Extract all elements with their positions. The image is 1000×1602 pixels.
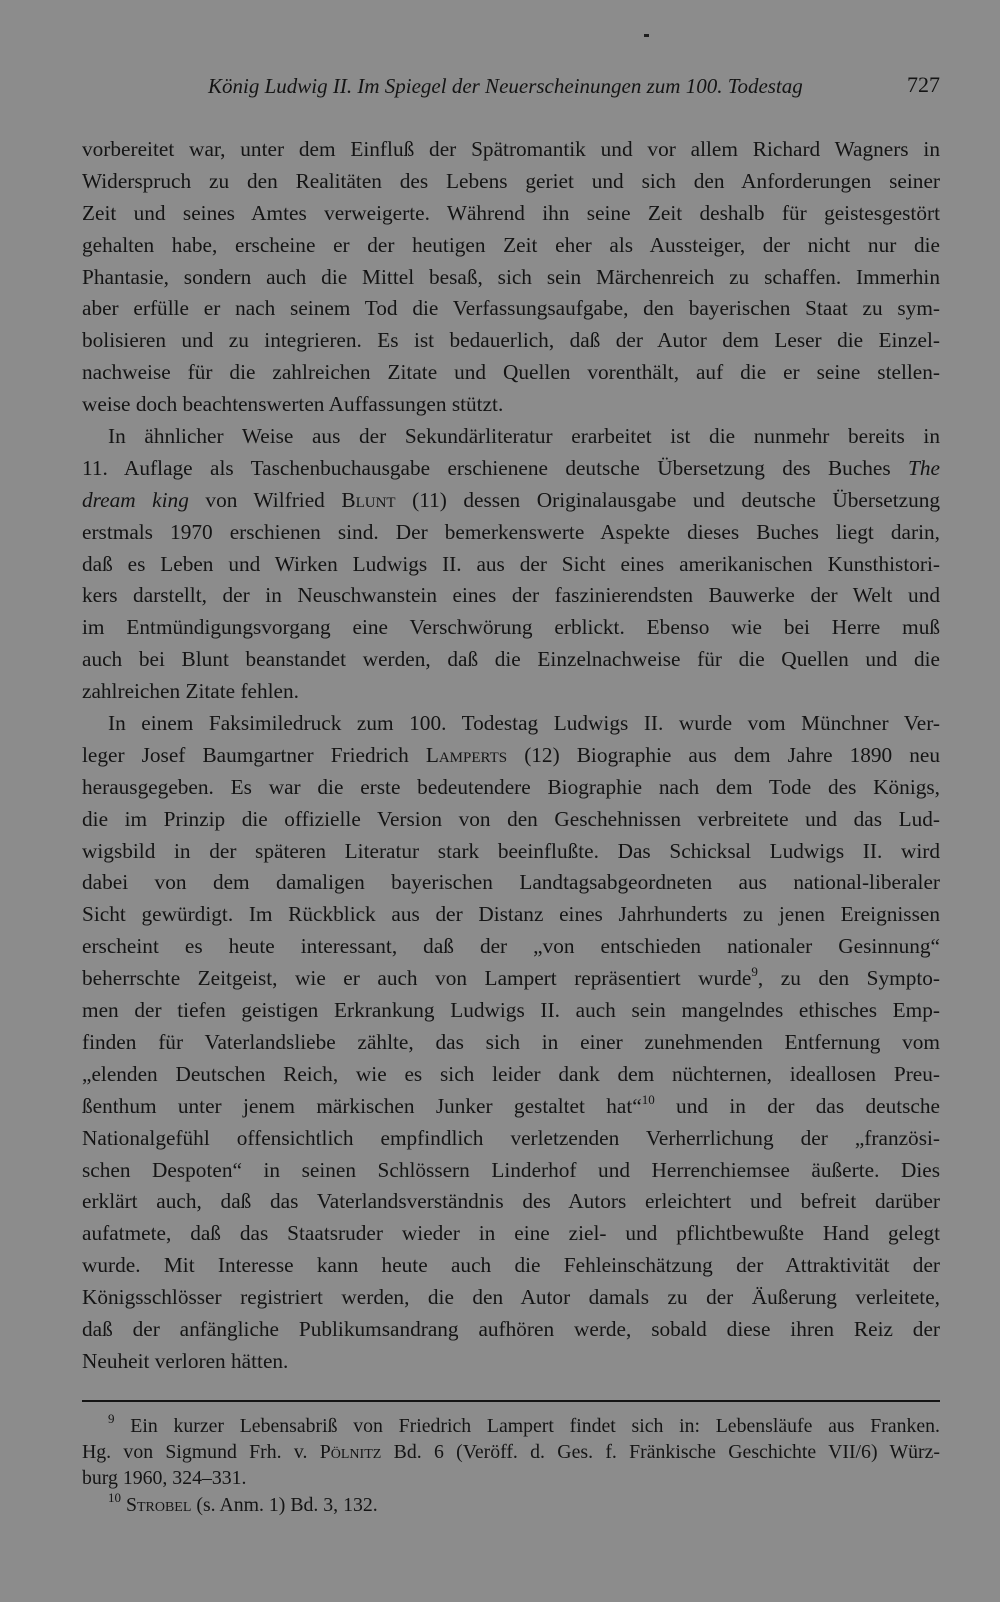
text-line: wigsbild in der späteren Literatur stark beeinflußte. Das Schicksal Ludwigs II. wird bbox=[82, 838, 940, 863]
text-line: Phantasie, sondern auch die Mittel besaß, sich sein Märchenreich zu schaffen. Immerhin bbox=[82, 264, 940, 289]
text-line: aber erfülle er nach seinem Tod die Verfassungsaufgabe, den bayerischen Staat zu sym- bbox=[82, 296, 940, 321]
footnote-divider bbox=[82, 1400, 940, 1402]
text-line: auch bei Blunt beanstandet werden, daß die Einzelnachweise für die Quellen und die bbox=[82, 647, 940, 672]
text-line: men der tiefen geistigen Erkrankung Ludwigs II. auch sein mangelndes ethisches Emp- bbox=[82, 998, 940, 1023]
text-segment: beherrschte Zeitgeist, wie er auch von Lampert repräsentiert wurde bbox=[82, 966, 752, 991]
text-line: kers darstellt, der in Neuschwanstein eines der faszinierendsten Bauwerke der Welt und bbox=[82, 583, 940, 608]
text-segment: , zu den Sympto- bbox=[757, 966, 940, 991]
body-text bbox=[82, 134, 940, 1378]
book-title-italic: dream king bbox=[82, 487, 189, 512]
footnote-number: 10 bbox=[108, 1489, 121, 1505]
author-name: Strobel bbox=[125, 1493, 192, 1516]
text-segment: ßenthum unter jenem märkischen Junker gestaltet hat“ bbox=[82, 1093, 642, 1118]
footnote-text: Ein kurzer Lebensabriß von Friedrich Lampert findet sich in: Lebensläufe aus Franken. bbox=[130, 1415, 940, 1437]
text-line: erstmals 1970 erschienen sind. Der bemerkenswerte Aspekte dieses Buches liegt darin, bbox=[82, 519, 940, 544]
footnote-marker: 10 bbox=[641, 1091, 655, 1107]
footnote-line bbox=[82, 1439, 940, 1465]
footnote-number: 9 bbox=[108, 1411, 115, 1426]
text-line: daß der anfängliche Publikumsandrang aufhören werde, sobald diese ihren Reiz der bbox=[82, 1316, 940, 1341]
text-line bbox=[82, 485, 940, 517]
text-line: die im Prinzip die offizielle Version von den Geschehnissen verbreitete und das Lud- bbox=[82, 806, 940, 831]
text-segment: (12) Biographie aus dem Jahre 1890 neu bbox=[524, 742, 940, 767]
text-line: erscheint es heute interessant, daß der „von entschieden nationaler Gesinnung“ bbox=[82, 934, 940, 959]
author-name: Blunt bbox=[341, 487, 396, 512]
book-title-italic: The bbox=[908, 455, 940, 480]
text-line: erklärt auch, daß das Vaterlandsverständnis des Autors erleichtert und befreit darüber bbox=[82, 1189, 940, 1214]
text-line bbox=[82, 453, 940, 485]
text-line: finden für Vaterlandsliebe zählte, das sich in einer zunehmenden Entfernung vom bbox=[82, 1029, 940, 1054]
text-line: daß es Leben und Wirken Ludwigs II. aus der Sicht eines amerikanischen Kunsthistori- bbox=[82, 551, 940, 576]
text-line: Zeit und seines Amtes verweigerte. Während ihn seine Zeit deshalb für geistesgestört bbox=[82, 200, 940, 225]
text-line: „elenden Deutschen Reich, wie es sich leider dank dem nüchternen, ideallosen Preu- bbox=[82, 1061, 940, 1086]
text-line: Widerspruch zu den Realitäten des Lebens geriet und sich den Anforderungen seiner bbox=[82, 168, 940, 193]
footnote-line bbox=[82, 1489, 940, 1518]
text-line bbox=[82, 740, 940, 772]
text-line: Königsschlösser registriert werden, die den Autor damals zu der Äußerung verleitete, bbox=[82, 1285, 940, 1310]
footnote-line: burg 1960, 324–331. bbox=[82, 1467, 247, 1490]
text-line: dabei von dem damaligen bayerischen Landtagsabgeordneten aus national-liberaler bbox=[82, 870, 940, 895]
footnotes bbox=[82, 1413, 940, 1518]
page-number: 727 bbox=[907, 72, 940, 97]
text-segment: und in der das deutsche bbox=[654, 1093, 940, 1118]
running-title: König Ludwig II. Im Spiegel der Neuerscheinungen zum 100. Todestag bbox=[208, 74, 803, 98]
text-line: gehalten habe, erscheine er der heutigen Zeit eher als Aussteiger, der nicht nur die bbox=[82, 232, 940, 257]
text-line: In ähnlicher Weise aus der Sekundärliteratur erarbeitet ist die nunmehr bereits in bbox=[108, 424, 940, 449]
text-line: herausgegeben. Es war die erste bedeutendere Biographie nach dem Tode des Königs, bbox=[82, 774, 940, 799]
footnote-text: (s. Anm. 1) Bd. 3, 132. bbox=[196, 1493, 378, 1516]
footnote-line bbox=[82, 1413, 940, 1439]
text-line: vorbereitet war, unter dem Einfluß der Spätromantik und vor allem Richard Wagners in bbox=[82, 137, 940, 161]
text-line: im Entmündigungsvorgang eine Verschwörung erblickt. Ebenso wie bei Herre muß bbox=[82, 615, 940, 640]
text-segment: von Wilfried bbox=[205, 487, 325, 512]
text-segment: (11) dessen Originalausgabe und deutsche Übersetzung bbox=[412, 487, 941, 512]
text-line bbox=[82, 963, 940, 995]
text-line: wurde. Mit Interesse kann heute auch die Fehleinschätzung der Attraktivität der bbox=[82, 1253, 940, 1278]
print-speck bbox=[644, 34, 649, 37]
text-line: schen Despoten“ in seinen Schlössern Linderhof und Herrenchiemsee äußerte. Dies bbox=[82, 1157, 940, 1182]
text-line: aufatmete, daß das Staatsruder wieder in eine ziel- und pflichtbewußte Hand gelegt bbox=[82, 1221, 940, 1246]
footnote-marker: 9 bbox=[751, 964, 758, 980]
text-line: nachweise für die zahlreichen Zitate und Quellen vorenthält, auf die er seine stellen- bbox=[82, 360, 940, 385]
running-header bbox=[82, 70, 940, 104]
footnote-text: Hg. von Sigmund Frh. v. bbox=[82, 1441, 308, 1464]
text-line: Neuheit verloren hätten. bbox=[82, 1348, 289, 1373]
text-line: zahlreichen Zitate fehlen. bbox=[82, 679, 299, 704]
text-segment: 11. Auflage als Taschenbuchausgabe erschienene deutsche Übersetzung des Buches bbox=[82, 455, 891, 480]
author-name: Pölnitz bbox=[319, 1441, 382, 1464]
text-line: weise doch beachtenswerten Auffassungen stützt. bbox=[82, 392, 504, 417]
text-segment: leger Josef Baumgartner Friedrich bbox=[82, 742, 409, 767]
text-line: bolisieren und zu integrieren. Es ist bedauerlich, daß der Autor dem Leser die Einzel- bbox=[82, 328, 940, 353]
text-line: In einem Faksimiledruck zum 100. Todestag Ludwigs II. wurde vom Münchner Ver- bbox=[108, 711, 940, 736]
text-line: Sicht gewürdigt. Im Rückblick aus der Distanz eines Jahrhunderts zu jenen Ereignissen bbox=[82, 902, 940, 927]
footnote-text: Bd. 6 (Veröff. d. Ges. f. Fränkische Geschichte VII/6) Würz- bbox=[393, 1441, 940, 1464]
text-line bbox=[82, 1091, 940, 1123]
text-line: Nationalgefühl offensichtlich empfindlich verletzenden Verherrlichung der „französi- bbox=[82, 1125, 940, 1150]
author-name: Lamperts bbox=[425, 742, 508, 767]
